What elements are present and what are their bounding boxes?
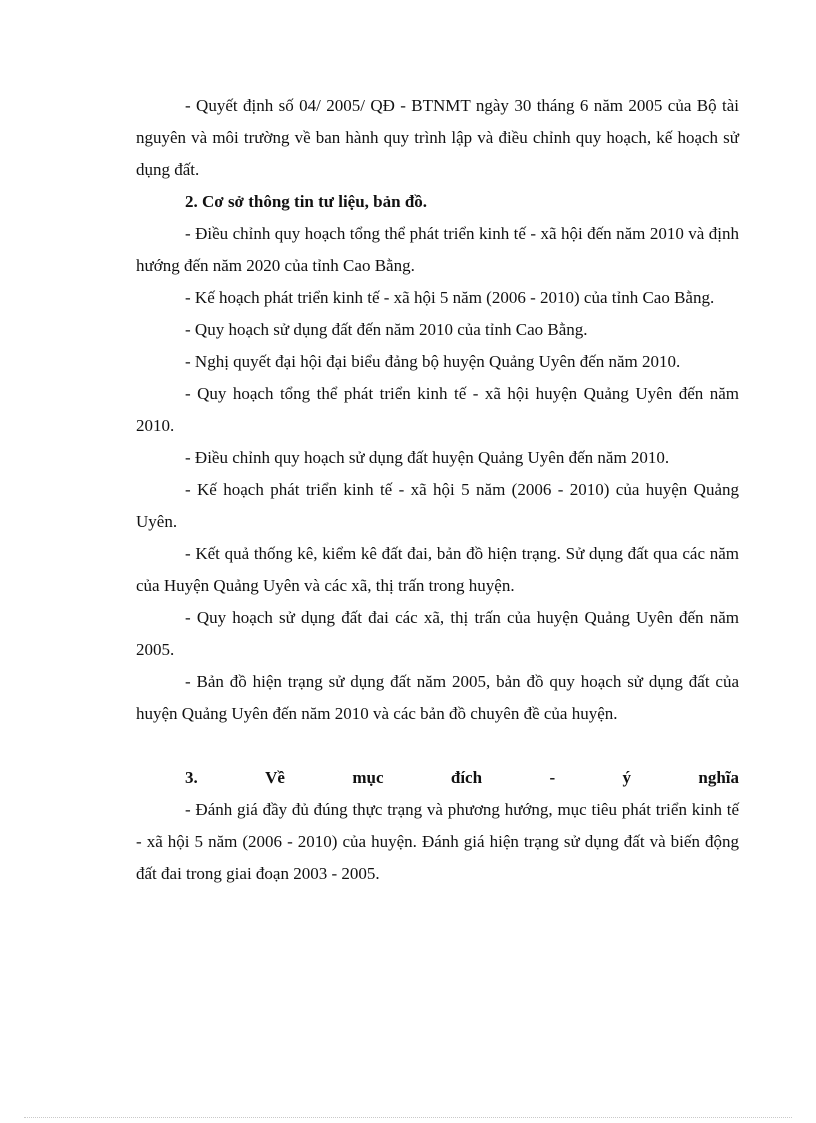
section-3-heading-word: nghĩa <box>698 768 739 787</box>
section-2-item: - Kế hoạch phát triển kinh tế - xã hội 5 năm (2006 - 2010) của tỉnh Cao Bằng. <box>185 288 715 307</box>
page-bottom-divider <box>24 1117 792 1118</box>
section-2-heading: 2. Cơ sở thông tin tư liệu, bản đồ. <box>185 192 428 211</box>
paragraph-decision: - Quyết định số 04/ 2005/ QĐ - BTNMT ngày 30 tháng 6 năm 2005 của Bộ tài nguyên và môi trường về ban hành quy trình lập và điều chỉnh quy hoạch, kế hoạch sử dụng đất. <box>136 96 739 179</box>
section-2-item: - Kết quả thống kê, kiểm kê đất đai, bản đồ hiện trạng. Sử dụng đất qua các năm của Huyện Quảng Uyên và các xã, thị trấn trong huyện. <box>136 544 739 595</box>
section-2-item: - Quy hoạch sử dụng đất đai các xã, thị trấn của huyện Quảng Uyên đến năm 2005. <box>136 608 739 659</box>
section-3-heading-word: 3. <box>185 768 198 787</box>
section-2-item: - Nghị quyết đại hội đại biểu đảng bộ huyện Quảng Uyên đến năm 2010. <box>185 352 681 371</box>
section-3-heading-word: ý <box>622 768 631 787</box>
section-3-heading <box>136 762 739 794</box>
section-3-heading-word: Về <box>265 768 285 787</box>
section-3-heading-word: mục <box>352 768 384 787</box>
section-2-item: - Điều chỉnh quy hoạch tổng thể phát triển kinh tế - xã hội đến năm 2010 và định hướng đến năm 2020 của tỉnh Cao Bằng. <box>136 224 739 275</box>
section-2-item: - Quy hoạch sử dụng đất đến năm 2010 của tỉnh Cao Bằng. <box>185 320 588 339</box>
section-2-item: - Bản đồ hiện trạng sử dụng đất năm 2005, bản đồ quy hoạch sử dụng đất của huyện Quảng Uyên đến năm 2010 và các bản đồ chuyên đề của huyện. <box>136 672 739 723</box>
blank-line <box>136 730 739 762</box>
document-body <box>136 90 739 890</box>
section-2-item: - Quy hoạch tổng thể phát triển kinh tế - xã hội huyện Quảng Uyên đến năm 2010. <box>136 384 739 435</box>
section-3-item: - Đánh giá đầy đủ đúng thực trạng và phương hướng, mục tiêu phát triển kinh tế - xã hội 5 năm (2006 - 2010) của huyện. Đánh giá hiện trạng sử dụng đất và biến động đất đai trong giai đoạn 2003 - 2005. <box>136 800 739 883</box>
section-2-item: - Kế hoạch phát triển kinh tế - xã hội 5 năm (2006 - 2010) của huyện Quảng Uyên. <box>136 480 739 531</box>
section-3-heading-word: - <box>549 768 556 787</box>
section-2-item: - Điều chỉnh quy hoạch sử dụng đất huyện Quảng Uyên đến năm 2010. <box>185 448 670 467</box>
section-3-heading-word: đích <box>450 768 483 787</box>
